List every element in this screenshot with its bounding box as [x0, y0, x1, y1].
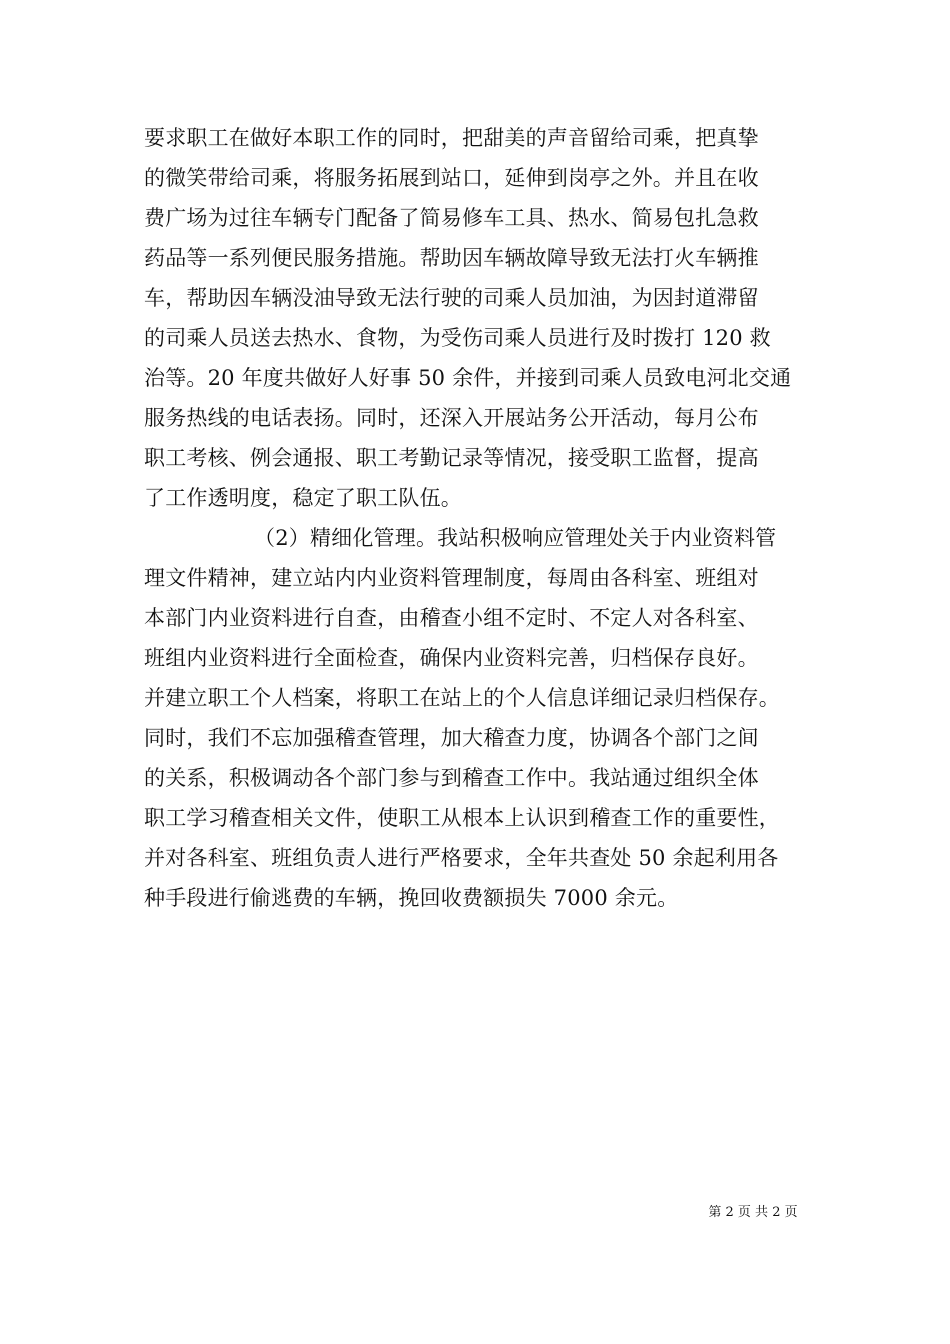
text-line: 班组内业资料进行全面检查，确保内业资料完善，归档保存良好。 [144, 646, 759, 670]
text-line: 种手段进行偷逃费的车辆，挽回收费额损失 7000 余元。 [144, 886, 679, 910]
text-line: 要求职工在做好本职工作的同时，把甜美的声音留给司乘，把真挚 [144, 126, 759, 150]
text-line: 药品等一系列便民服务措施。帮助因车辆故障导致无法打火车辆推 [144, 246, 759, 270]
page-number-footer: 第 2 页 共 2 页 [708, 1205, 798, 1220]
text-line: 费广场为过往车辆专门配备了简易修车工具、热水、简易包扎急救 [144, 206, 759, 230]
text-line: 同时，我们不忘加强稽查管理，加大稽查力度，协调各个部门之间 [144, 726, 759, 750]
text-line: 的关系，积极调动各个部门参与到稽查工作中。我站通过组织全体 [144, 766, 759, 790]
paragraph-refined-management [144, 518, 812, 918]
text-line: 的微笑带给司乘，将服务拓展到站口，延伸到岗亭之外。并且在收 [144, 166, 759, 190]
text-line: 本部门内业资料进行自查，由稽查小组不定时、不定人对各科室、 [144, 606, 759, 630]
text-line: 服务热线的电话表扬。同时，还深入开展站务公开活动，每月公布 [144, 406, 759, 430]
text-line: 的司乘人员送去热水、食物，为受伤司乘人员进行及时拨打 120 救 [144, 326, 771, 350]
text-line: 并对各科室、班组负责人进行严格要求，全年共查处 50 余起利用各 [144, 846, 779, 870]
text-line: 职工考核、例会通报、职工考勤记录等情况，接受职工监督，提高 [144, 446, 759, 470]
text-line-heading: （2）精细化管理。我站积极响应管理处关于内业资料管 [254, 526, 777, 550]
text-line: 职工学习稽查相关文件，使职工从根本上认识到稽查工作的重要性， [144, 806, 780, 830]
text-line: 了工作透明度，稳定了职工队伍。 [144, 486, 462, 510]
paragraph-service [144, 118, 812, 518]
text-line: 车，帮助因车辆没油导致无法行驶的司乘人员加油，为因封道滞留 [144, 286, 759, 310]
text-line: 治等。20 年度共做好人好事 50 余件，并接到司乘人员致电河北交通 [144, 366, 792, 390]
body-text [144, 118, 812, 918]
text-line: 理文件精神，建立站内内业资料管理制度，每周由各科室、班组对 [144, 566, 759, 590]
text-line: 并建立职工个人档案，将职工在站上的个人信息详细记录归档保存。 [144, 686, 780, 710]
